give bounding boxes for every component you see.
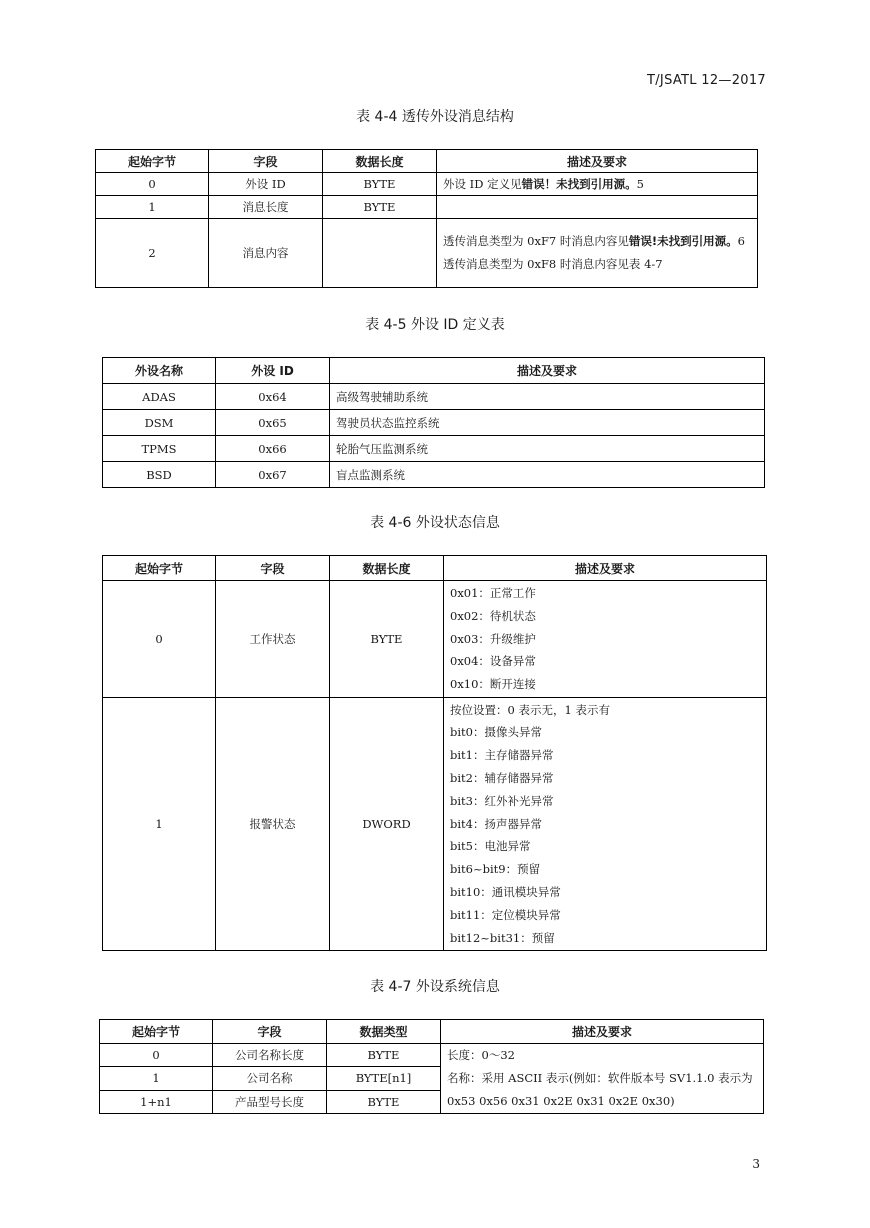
col-header-field: 字段 bbox=[216, 556, 330, 581]
alarm-bit: bit12~bit31：预留 bbox=[450, 930, 555, 945]
cell-start-byte: 0 bbox=[96, 173, 209, 196]
status-option: 0x03：升级维护 bbox=[450, 631, 536, 646]
cell-start-byte: 2 bbox=[96, 219, 209, 288]
cell-device-id: 0x67 bbox=[216, 462, 330, 488]
col-header-description: 描述及要求 bbox=[437, 150, 758, 173]
cell-description bbox=[437, 219, 758, 288]
cell-start-byte: 1 bbox=[96, 196, 209, 219]
table-4-7 bbox=[99, 1019, 764, 1114]
alarm-bit: bit0：摄像头异常 bbox=[450, 725, 542, 740]
status-option: 0x01：正常工作 bbox=[450, 586, 536, 600]
cell-data-type: BYTE bbox=[327, 1090, 441, 1113]
col-header-device-name: 外设名称 bbox=[103, 358, 216, 384]
cell-length: BYTE bbox=[330, 581, 444, 698]
cell-device-name: TPMS bbox=[103, 436, 216, 462]
cell-length bbox=[323, 219, 437, 288]
cell-field: 公司名称 bbox=[213, 1067, 327, 1090]
cell-description: 高级驾驶辅助系统 bbox=[330, 384, 765, 410]
desc-text: 名称：采用 ASCII 表示(例如：软件版本号 SV1.1.0 表示为 0x53 0x56 0x31 0x2E 0x31 0x2E 0x30) bbox=[447, 1071, 753, 1108]
alarm-bit: bit5：电池异常 bbox=[450, 839, 531, 854]
table-row bbox=[103, 698, 767, 951]
table-row bbox=[96, 173, 758, 196]
cell-start-byte: 1 bbox=[103, 698, 216, 951]
cell-description bbox=[441, 1044, 764, 1114]
cell-device-name: DSM bbox=[103, 410, 216, 436]
table-row bbox=[96, 219, 758, 288]
table-row bbox=[103, 436, 765, 462]
cell-data-type: BYTE bbox=[327, 1044, 441, 1067]
col-header-start-byte: 起始字节 bbox=[103, 556, 216, 581]
cell-description: 盲点监测系统 bbox=[330, 462, 765, 488]
table-4-5 bbox=[102, 357, 765, 488]
col-header-length: 数据长度 bbox=[330, 556, 444, 581]
col-header-start-byte: 起始字节 bbox=[100, 1020, 213, 1044]
table-row bbox=[103, 462, 765, 488]
cell-start-byte: 1 bbox=[100, 1067, 213, 1090]
alarm-bit: 按位设置：0 表示无，1 表示有 bbox=[450, 702, 610, 717]
status-option: 0x04：设备异常 bbox=[450, 654, 536, 669]
status-option: 0x02：待机状态 bbox=[450, 608, 536, 623]
alarm-bit: bit2：辅存储器异常 bbox=[450, 771, 554, 785]
cell-device-id: 0x65 bbox=[216, 410, 330, 436]
reference-error[interactable]: 错误!未找到引用源。 bbox=[628, 234, 738, 248]
cell-start-byte: 1+n1 bbox=[100, 1090, 213, 1113]
cell-length: BYTE bbox=[323, 196, 437, 219]
cell-description bbox=[437, 196, 758, 219]
cell-field: 产品型号长度 bbox=[213, 1090, 327, 1113]
table-row bbox=[103, 384, 765, 410]
desc-text: 长度：0～32 bbox=[447, 1048, 515, 1062]
cell-device-name: BSD bbox=[103, 462, 216, 488]
alarm-bit: bit4：扬声器异常 bbox=[450, 816, 542, 831]
cell-device-id: 0x66 bbox=[216, 436, 330, 462]
cell-field: 报警状态 bbox=[216, 698, 330, 951]
desc-text: 5 bbox=[636, 177, 644, 191]
cell-description: 驾驶员状态监控系统 bbox=[330, 410, 765, 436]
cell-length: DWORD bbox=[330, 698, 444, 951]
reference-error[interactable]: 错误！未找到引用源。 bbox=[521, 177, 637, 191]
table-4-5-caption: 表 4-5 外设 ID 定义表 bbox=[365, 317, 505, 333]
table-row bbox=[96, 196, 758, 219]
cell-data-type: BYTE[n1] bbox=[327, 1067, 441, 1090]
desc-text: 透传消息类型为 0xF7 时消息内容见 bbox=[443, 234, 629, 248]
cell-description bbox=[444, 581, 767, 698]
table-row bbox=[103, 410, 765, 436]
cell-field: 公司名称长度 bbox=[213, 1044, 327, 1067]
col-header-device-id: 外设 ID bbox=[216, 358, 330, 384]
cell-start-byte: 0 bbox=[100, 1044, 213, 1067]
cell-description: 轮胎气压监测系统 bbox=[330, 436, 765, 462]
cell-description bbox=[437, 173, 758, 196]
cell-length: BYTE bbox=[323, 173, 437, 196]
alarm-bit: bit3：红外补光异常 bbox=[450, 793, 554, 808]
col-header-data-type: 数据类型 bbox=[327, 1020, 441, 1044]
table-4-6-caption: 表 4-6 外设状态信息 bbox=[370, 515, 500, 531]
desc-text: 外设 ID 定义见 bbox=[443, 177, 522, 191]
cell-start-byte: 0 bbox=[103, 581, 216, 698]
cell-field: 消息内容 bbox=[209, 219, 323, 288]
cell-field: 外设 ID bbox=[209, 173, 323, 196]
cell-description bbox=[444, 698, 767, 951]
table-4-6 bbox=[102, 555, 767, 951]
alarm-bit: bit11：定位模块异常 bbox=[450, 907, 561, 922]
cell-field: 消息长度 bbox=[209, 196, 323, 219]
col-header-length: 数据长度 bbox=[323, 150, 437, 173]
col-header-description: 描述及要求 bbox=[444, 556, 767, 581]
desc-text: 6 bbox=[737, 234, 745, 248]
col-header-field: 字段 bbox=[213, 1020, 327, 1044]
page-number: 3 bbox=[752, 1157, 760, 1171]
table-row bbox=[100, 1044, 764, 1067]
table-4-4 bbox=[95, 149, 758, 288]
cell-device-id: 0x64 bbox=[216, 384, 330, 410]
table-4-7-caption: 表 4-7 外设系统信息 bbox=[370, 979, 500, 995]
table-row bbox=[103, 581, 767, 698]
alarm-bit: bit10：通讯模块异常 bbox=[450, 884, 561, 899]
cell-field: 工作状态 bbox=[216, 581, 330, 698]
col-header-description: 描述及要求 bbox=[441, 1020, 764, 1044]
document-code: T/JSATL 12—2017 bbox=[647, 73, 766, 88]
col-header-description: 描述及要求 bbox=[330, 358, 765, 384]
alarm-bit: bit6~bit9：预留 bbox=[450, 862, 541, 877]
status-option: 0x10：断开连接 bbox=[450, 677, 536, 692]
cell-device-name: ADAS bbox=[103, 384, 216, 410]
table-4-4-caption: 表 4-4 透传外设消息结构 bbox=[356, 109, 514, 125]
col-header-field: 字段 bbox=[209, 150, 323, 173]
alarm-bit: bit1：主存储器异常 bbox=[450, 748, 554, 763]
col-header-start-byte: 起始字节 bbox=[96, 150, 209, 173]
desc-text: 透传消息类型为 0xF8 时消息内容见表 4-7 bbox=[443, 257, 663, 271]
